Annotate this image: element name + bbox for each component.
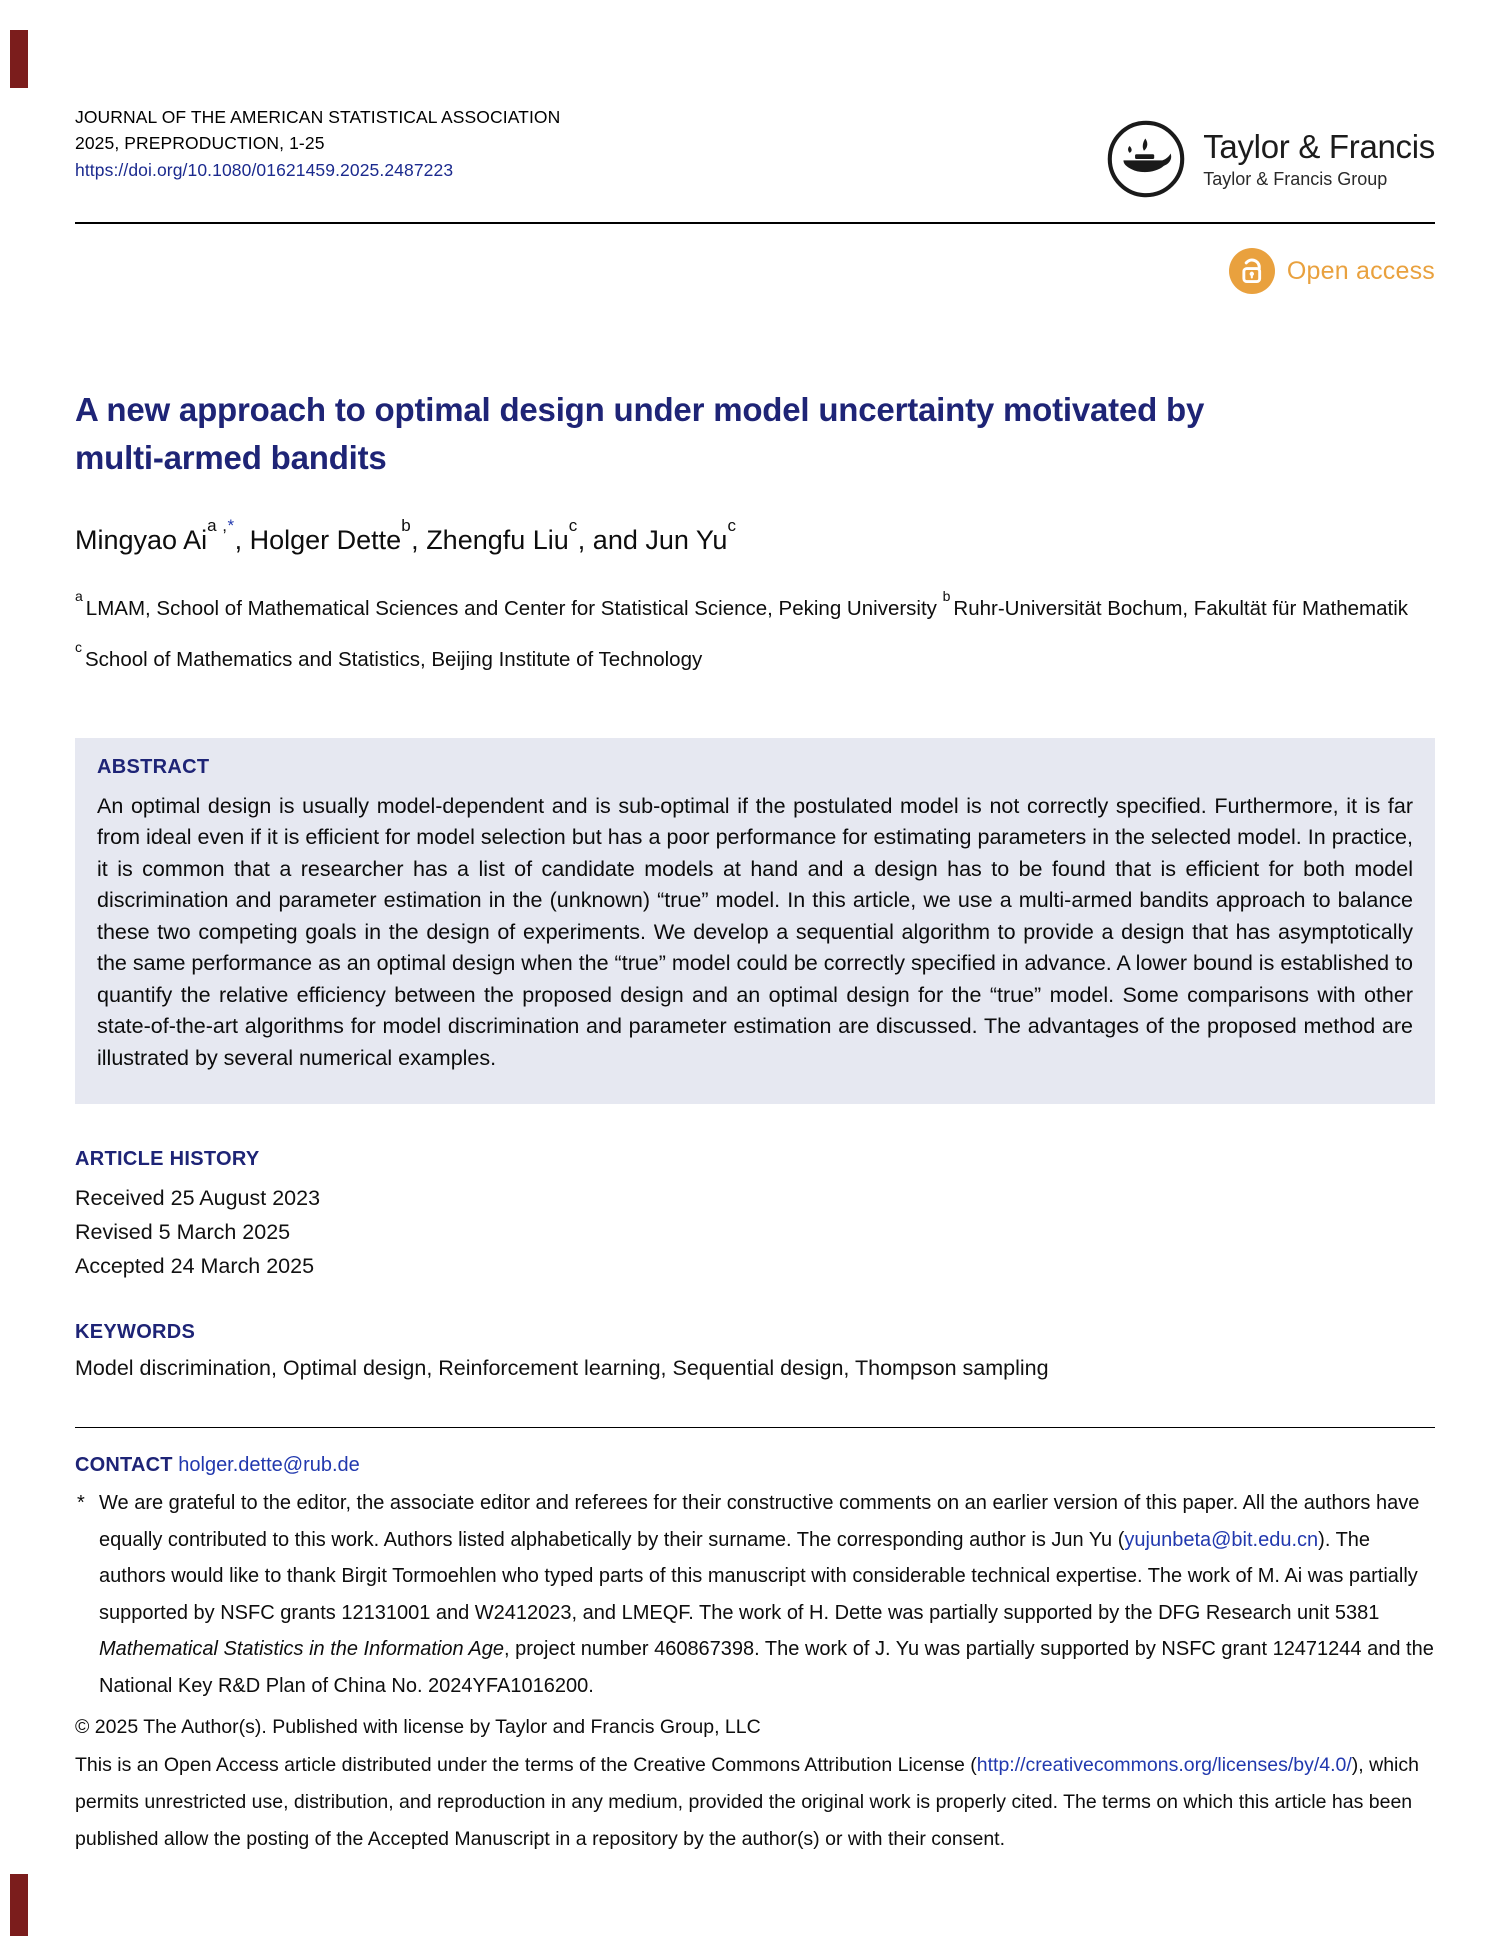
open-lock-icon (1229, 248, 1275, 294)
doi-link[interactable]: https://doi.org/10.1080/01621459.2025.2487223 (75, 160, 454, 180)
history-revised: Revised 5 March 2025 (75, 1220, 291, 1245)
footer (75, 1454, 1435, 1858)
header-divider (75, 222, 1435, 224)
author-list (75, 515, 1435, 556)
affiliations: $^a$LMAM, School of Mathematical Sciences and Center for Statistical Science, Peking University $^b$Ruhr-Universität Bochum, Fakultät für Mathematik $^c$School of Mathematics and Statistics, Beijing Institute of Technology (75, 587, 1408, 671)
title-line-2: multi-armed bandits (75, 439, 387, 476)
journal-info (75, 104, 560, 183)
creative-commons-link[interactable]: http://creativecommons.org/licenses/by/4.0/ (976, 1754, 1352, 1777)
publisher-group: Taylor & Francis Group (1203, 169, 1388, 189)
masthead (75, 0, 1435, 200)
abstract-section (75, 738, 1435, 1105)
author: Zhengfu Liu$^c$, and (426, 515, 646, 555)
history-accepted: Accepted 24 March 2025 (75, 1254, 315, 1279)
issue-line: 2025, PREPRODUCTION, 1-25 (75, 133, 325, 153)
corresponding-author-asterisk: * (227, 515, 235, 535)
keywords-heading: KEYWORDS (75, 1321, 196, 1344)
title-line-1: A new approach to optimal design under model uncertainty motivated by (75, 391, 1205, 428)
abstract-text: An optimal design is usually model-dependent and is sub-optimal if the postulated model is not correctly specified. Furthermore, it is far from ideal even if it is efficient for model selection but has a poor performance for estimating parameters in the selected model. In practice, it is common that a researcher has a list of candidate models at hand and a design has to be found that is efficient for both model discrimination and parameter estimation in the (unknown) “true” model. In this article, we use a multi-armed bandits approach to balance these two competing goals in the design of experiments. We develop a sequential algorithm to provide a design that has asymptotically the same performance as an optimal design when the “true” model could be correctly specified in advance. A lower bound is established to quantify the relative efficiency between the proposed design and an optimal design for the “true” model. Some comparisons with other state-of-the-art algorithms for model discrimination and parameter estimation are discussed. The advantages of the proposed method are illustrated by several numerical examples. (97, 793, 1413, 1070)
footer-divider (75, 1427, 1435, 1428)
publisher-text (1203, 128, 1435, 190)
open-access-badge[interactable] (75, 248, 1435, 294)
license-paragraph: This is an Open Access article distributed under the terms of the Creative Commons Attribution License (http://creativecommons.org/licenses/by/4.0/), which permits unrestricted use, distribution, and reproduction in any medium, provided the original work is properly cited. The terms on which this article has been published allow the posting of the Accepted Manuscript in a repository by the author(s) or with their consent. (75, 1754, 1419, 1851)
author: Mingyao $Ai^{a ,*}$, (75, 515, 250, 555)
keywords-section (75, 1321, 1435, 1381)
red-edge-mark-top (10, 30, 28, 88)
taylor-francis-lamp-icon (1105, 118, 1187, 200)
contact-email-link[interactable]: holger.dette@rub.de (178, 1454, 360, 1477)
article-history-items (75, 1181, 1435, 1283)
article-title (75, 386, 1435, 482)
article-history-heading: ARTICLE HISTORY (75, 1148, 260, 1171)
history-received: Received 25 August 2023 (75, 1186, 321, 1211)
abstract-heading: ABSTRACT (97, 755, 210, 778)
footnote-marker: * (77, 1492, 85, 1515)
contact-line (75, 1454, 1435, 1477)
author: Holger Dette$^b$, (249, 515, 427, 555)
publisher-logo (1105, 118, 1435, 200)
red-edge-mark-bottom (10, 1874, 28, 1936)
footnote: * We are grateful to the editor, the associate editor and referees for their constructive comments on an earlier version of this paper. All the authors have equally contributed to this work. Authors listed alphabetically by their surname. The corresponding author is Jun Yu (yujunbeta@bit.edu.cn). The authors would like to thank Birgit Tormoehlen who typed parts of this manuscript with considerable technical expertise. The work of M. Ai was partially supported by NSFC grants 12131001 and W2412023, and LMEQF. The work of H. Dette was partially supported by the DFG Research unit 5381 Mathematical Statistics in the Information Age, project number 460867398. The work of J. Yu was partially supported by NSFC grant 12471244 and the National Key R&D Plan of China No. 2024YFA1016200. (75, 1485, 1435, 1704)
author: Jun Yu$^c$ (645, 515, 737, 555)
copyright-line: © 2025 The Author(s). Published with license by Taylor and Francis Group, LLC (75, 1716, 761, 1739)
footnote-email-link[interactable]: yujunbeta@bit.edu.cn (1124, 1528, 1319, 1551)
publisher-name: Taylor & Francis (1203, 128, 1435, 165)
journal-name: JOURNAL OF THE AMERICAN STATISTICAL ASSOCIATION (75, 107, 561, 127)
keywords-text: Model discrimination, Optimal design, Reinforcement learning, Sequential design, Thompson sampling (75, 1356, 1049, 1381)
footnote-italic-project-title: Mathematical Statistics in the Information Age (99, 1638, 504, 1661)
article-history-section (75, 1148, 1435, 1283)
open-access-label: Open access (1286, 256, 1435, 285)
contact-label: CONTACT (75, 1454, 173, 1477)
